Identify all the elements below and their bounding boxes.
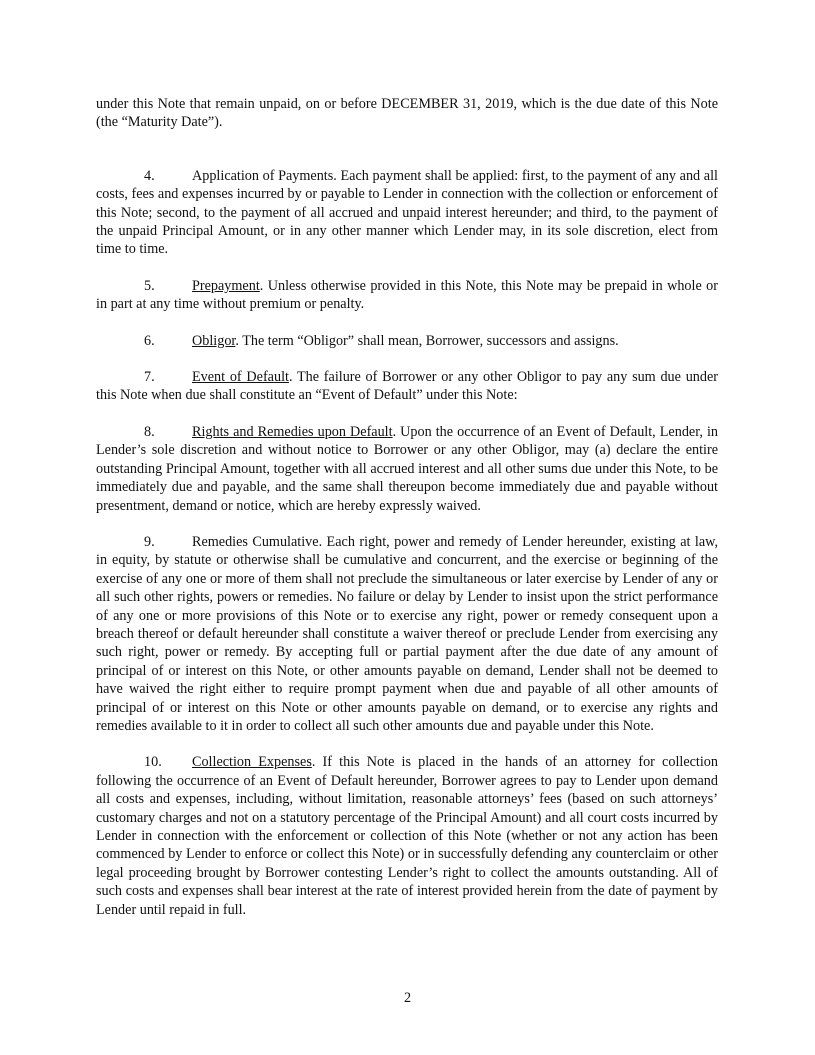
section-heading: Rights and Remedies upon Default [192,423,393,440]
section-heading: Event of Default [192,369,289,386]
section-body: . The term “Obligor” shall mean, Borrower, successors and assigns. [235,332,619,349]
section-rights-and-remedies [96,423,718,515]
section-body: . The failure of Borrower or any other Obligor to pay any sum due under this Note when due shall constitute an “Event of Default” under this Note: [96,369,718,404]
section-body: . Upon the occurrence of an Event of Default, Lender, in Lender’s sole discretion and without notice to Borrower or any other Obligor, may (a) declare the entire outstanding Principal Amount, together with all accrued interest and all other sums due under this Note, to be immediately due and payable, and the same shall thereupon become immediately due and payable without presentment, demand or notice, which are hereby expressly waived. [96,423,718,514]
section-body: . If this Note is placed in the hands of an attorney for collection following the occurrence of an Event of Default hereunder, Borrower agrees to pay to Lender upon demand all costs and expenses, including, without limitation, reasonable attorneys’ fees (based on such attorneys’ customary charges and not on a statutory percentage of the Principal Amount) and all court costs incurred by Lender in connection with the enforcement or collection of this Note (whether or not any action has been commenced by Lender to enforce or collect this Note) or in successfully defending any counterclaim or other legal proceeding brought by Borrower contesting Lender’s right to collect the amounts outstanding. All of such costs and expenses shall bear interest at the rate of interest provided herein from the date of payment by Lender until repaid in full. [96,754,718,918]
section-collection-expenses [96,753,718,919]
section-heading: Application of Payments. [192,167,337,184]
section-number: 8. [144,423,155,440]
document-page [96,95,718,919]
section-event-of-default [96,368,718,405]
section-body: . Unless otherwise provided in this Note, this Note may be prepaid in whole or in part at any time without premium or penalty. [96,277,718,313]
section-application-of-payments [96,167,718,259]
section-number: 4. [144,167,155,184]
section-number: 6. [144,332,155,349]
page-number: 2 [403,990,412,1006]
section-heading: Prepayment [192,277,260,294]
section-heading: Remedies Cumulative. [192,533,323,550]
section-number: 7. [144,369,155,386]
section-number: 9. [144,533,155,550]
section-number: 5. [144,277,155,294]
section-body: Each right, power and remedy of Lender hereunder, existing at law, in equity, by statute or otherwise shall be cumulative and concurrent, and the exercise or beginning of the exercise of any one or more of them shall not preclude the simultaneous or later exercise by Lender of any or all such other rights, powers or remedies. No failure or delay by Lender to insist upon the strict performance of any one or more provisions of this Note or to exercise any right, power or remedy consequent upon a breach thereof or default hereunder shall constitute a waiver thereof or preclude Lender from exercising any such right, power or remedy. By accepting full or partial payment after the due date of any amount of principal of or interest on this Note, or other amounts payable on demand, Lender shall not be deemed to have waived the right either to require prompt payment when due and payable of all other amounts of principal of or interest on this Note or other amounts payable on demand, or to exercise any rights and remedies available to it in order to collect all such other amounts due and payable under this Note. [96,533,718,734]
section-remedies-cumulative [96,533,718,735]
section-body: Each payment shall be applied: first, to the payment of any and all costs, fees and expenses incurred by or payable to Lender in connection with the collection or enforcement of this Note; second, to the payment of all accrued and unpaid interest hereunder; and third, to the payment of the unpaid Principal Amount, or in any other manner which Lender may, in its sole discretion, elect from time to time. [96,167,718,258]
continued-paragraph: under this Note that remain unpaid, on or before DECEMBER 31, 2019, which is the due date of this Note (the “Maturity Date”). [96,96,718,131]
section-heading: Collection Expenses [192,754,312,771]
section-heading: Obligor [192,332,236,349]
section-number: 10. [144,754,162,771]
section-obligor [96,332,718,350]
section-prepayment [96,277,718,314]
